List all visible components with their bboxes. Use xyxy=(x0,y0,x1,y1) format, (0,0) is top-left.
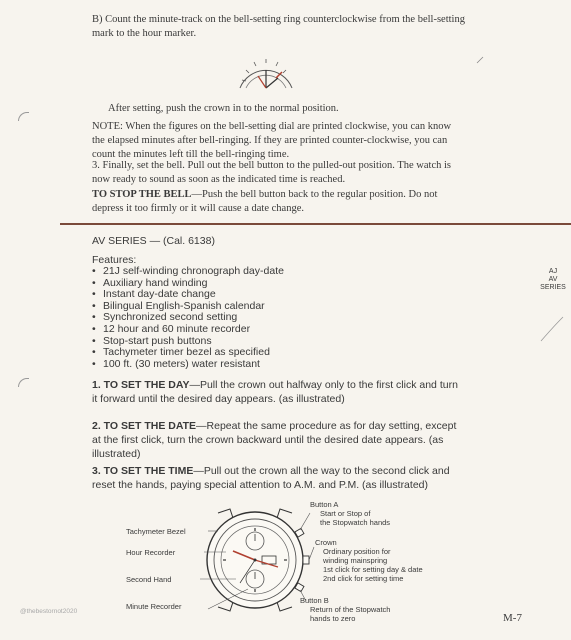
watermark: @thebestornot2020 xyxy=(20,608,78,615)
crown-desc: 2nd click for setting time xyxy=(323,574,404,583)
list-item: • Bilingual English-Spanish calendar xyxy=(92,301,412,313)
side-tab-line: AJ xyxy=(548,268,558,275)
scan-mark xyxy=(18,378,29,387)
crown-desc: Ordinary position for xyxy=(323,547,391,556)
list-item: • Stop-start push buttons xyxy=(92,336,412,348)
crown-title: Crown xyxy=(315,538,337,547)
set-time-text: —Pull out the crown all the way to the second click and reset the hands, paying special attention to A.M. and P.M. (as illustrated) xyxy=(92,465,450,491)
stop-bell-heading: TO STOP THE BELL xyxy=(92,189,192,200)
side-tab-line: SERIES xyxy=(540,284,566,291)
crown-desc: winding mainspring xyxy=(323,556,388,565)
list-item: • Auxiliary hand winding xyxy=(92,278,412,290)
button-b-desc: Return of the Stopwatch xyxy=(310,605,391,614)
page-number: M-7 xyxy=(503,612,522,624)
label-minute-recorder: Minute Recorder xyxy=(126,602,182,611)
after-setting-text: After setting, push the crown in to the normal position. xyxy=(108,103,339,114)
set-day-paragraph xyxy=(92,378,462,406)
section-divider xyxy=(60,223,571,225)
set-date-paragraph xyxy=(92,419,462,461)
bell-setting-dial-illustration xyxy=(236,48,296,94)
button-b-desc: hands to zero xyxy=(310,614,356,623)
label-tachymeter-bezel: Tachymeter Bezel xyxy=(126,527,186,536)
stop-bell-text: —Push the bell button back to the regular position. Do not depress it too firmly or it will cause a date change. xyxy=(92,189,438,214)
scan-mark xyxy=(540,316,564,342)
features-label: Features: xyxy=(92,254,137,266)
list-item: • 21J self-winding chronograph day-date xyxy=(92,266,412,278)
set-day-heading: 1. TO SET THE DAY xyxy=(92,379,190,391)
set-date-text: —Repeat the same procedure as for day setting, except at the first click, turn the crown backward until the desired date appears. (as illustrated) xyxy=(92,420,457,460)
set-time-heading: 3. TO SET THE TIME xyxy=(92,465,194,477)
list-item: • 100 ft. (30 meters) water resistant xyxy=(92,359,412,371)
set-time-paragraph xyxy=(92,464,462,492)
step-3-text: 3. Finally, set the bell. Pull out the bell button to the pulled-out position. The watch is now ready to sound as soon as the indicated time is reached. xyxy=(92,160,452,185)
button-a-title: Button A xyxy=(310,500,339,509)
label-second-hand: Second Hand xyxy=(126,575,172,584)
button-a-desc: the Stopwatch hands xyxy=(320,518,391,527)
list-item: • Instant day-date change xyxy=(92,289,412,301)
list-item: • 12 hour and 60 minute recorder xyxy=(92,324,412,336)
stop-bell-paragraph xyxy=(92,188,462,216)
note-text: NOTE: When the figures on the bell-setting dial are printed clockwise, you can know the elapsed minutes after bell-ringing. If they are printed counter-clockwise, you can count the minutes left till the bell-ringing time. xyxy=(92,121,452,160)
set-date-heading: 2. TO SET THE DATE xyxy=(92,420,197,432)
button-a-desc: Start or Stop of xyxy=(320,509,371,518)
side-tab xyxy=(538,268,568,292)
av-series-title: AV SERIES — (Cal. 6138) xyxy=(92,235,215,247)
label-button-b xyxy=(300,596,420,623)
set-day-text: —Pull the crown out halfway only to the first click and turn it forward until the desired day appears. (as illustrated) xyxy=(92,379,458,405)
crown-desc: 1st click for setting day & date xyxy=(323,565,423,574)
scan-mark xyxy=(476,56,484,64)
side-tab-line: AV xyxy=(548,276,558,283)
scan-mark xyxy=(18,112,29,121)
label-button-a xyxy=(310,500,410,527)
button-b-title: Button B xyxy=(300,596,329,605)
label-crown xyxy=(315,538,455,583)
list-item: • Synchronized second setting xyxy=(92,312,412,324)
label-hour-recorder: Hour Recorder xyxy=(126,548,176,557)
list-item: • Tachymeter timer bezel as specified xyxy=(92,347,412,359)
features-list xyxy=(92,266,412,370)
chronograph-watch-diagram xyxy=(200,505,310,615)
step-b-text: B) Count the minute-track on the bell-setting ring counterclockwise from the bell-setting mark to the hour marker. xyxy=(92,14,465,39)
